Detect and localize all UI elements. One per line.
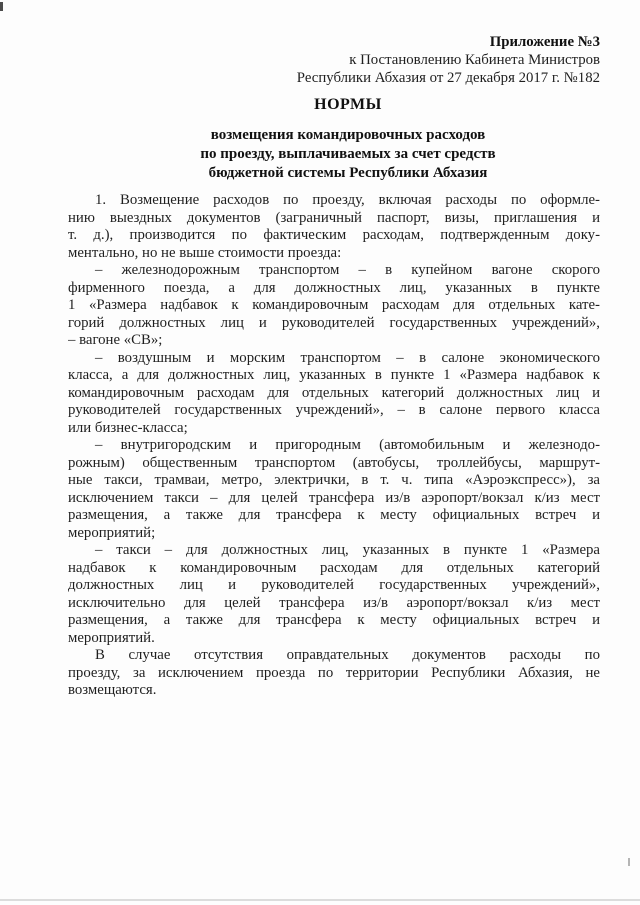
scan-artifact-right-edge xyxy=(628,858,630,866)
text-line: – железнодорожным транспортом – в купейном вагоне скорого xyxy=(95,262,600,278)
text-line: мероприятий; xyxy=(68,524,156,541)
text-line: мероприятий. xyxy=(68,629,155,646)
scan-artifact-bottom-line xyxy=(0,899,640,901)
text-line: класса, а для должностных лиц, указанных в пункте 1 «Размера надбавок к xyxy=(68,367,600,383)
text-line: возмещаются. xyxy=(68,682,157,698)
text-line: проезду, за исключением проезда по территории Республики Абхазия, не xyxy=(68,664,600,681)
text-line: размещения, а также для трансфера к месту официальных встреч и xyxy=(68,507,600,523)
paragraph xyxy=(68,262,600,350)
text-line: исключением такси – для целей трансфера из/в аэропорт/вокзал к/из мест xyxy=(68,489,600,506)
document-subtitle xyxy=(68,126,600,183)
text-line: надбавок к командировочным расходам для отдельных категорий xyxy=(68,559,600,576)
document-body xyxy=(68,192,600,700)
text-line: рожным) общественным транспортом (автобусы, троллейбусы, маршрут- xyxy=(68,454,600,471)
text-line: или бизнес-класса; xyxy=(68,419,188,436)
document-header xyxy=(68,33,600,87)
text-line: В случае отсутствия оправдательных документов расходы по xyxy=(95,647,600,663)
text-line: 1. Возмещение расходов по проезду, включая расходы по оформле- xyxy=(95,192,600,208)
text-line: ментально, но не выше стоимости проезда: xyxy=(68,244,342,261)
text-line: исключительно для целей трансфера из/в аэропорт/вокзал к/из мест xyxy=(68,594,600,611)
text-line: ные такси, трамваи, метро, электрички, в т. ч. типа «Аэроэкспресс»), за xyxy=(68,472,600,488)
text-line: размещения, а также для трансфера к месту официальных встреч и xyxy=(68,612,600,628)
text-line: – такси – для должностных лиц, указанных в пункте 1 «Размера xyxy=(95,542,600,558)
text-line: должностных лиц и руководителей государственных учреждений», xyxy=(68,577,600,593)
text-line: фирменного поезда, а для должностных лиц, указанных в пункте xyxy=(68,279,600,296)
paragraph xyxy=(68,192,600,262)
subtitle-line: по проезду, выплачиваемых за счет средств xyxy=(200,146,496,162)
paragraph xyxy=(68,350,600,438)
paragraph xyxy=(68,437,600,542)
header-republic-date-line: Республики Абхазия от 27 декабря 2017 г. №182 xyxy=(296,70,600,86)
text-line: – воздушным и морским транспортом – в салоне экономического xyxy=(95,349,600,366)
text-line: командировочным расходам для отдельных категорий должностных лиц и xyxy=(68,384,600,401)
subtitle-line: бюджетной системы Республики Абхазия xyxy=(208,165,488,181)
header-resolution-line: к Постановлению Кабинета Министров xyxy=(349,52,600,68)
text-line: руководителей государственных учреждений», – в салоне первого класса xyxy=(68,402,600,418)
text-line: горий должностных лиц и руководителей государственных учреждений», xyxy=(68,314,600,331)
appendix-number: Приложение №3 xyxy=(489,34,600,50)
text-line: – внутригородским и пригородным (автомобильным и железнодо- xyxy=(95,437,600,453)
paragraph xyxy=(68,647,600,700)
text-line: 1 «Размера надбавок к командировочным расходам для отдельных кате- xyxy=(68,297,600,313)
text-line: т. д.), производится по фактическим расходам, подтвержденным доку- xyxy=(68,227,600,243)
subtitle-line: возмещения командировочных расходов xyxy=(210,127,486,143)
text-line: нию выездных документов (заграничный паспорт, визы, приглашения и xyxy=(68,209,600,226)
scan-artifact-top-left xyxy=(0,2,3,11)
paragraph xyxy=(68,542,600,647)
text-line: – вагоне «СВ»; xyxy=(68,332,163,348)
document-title: НОРМЫ xyxy=(314,96,382,113)
